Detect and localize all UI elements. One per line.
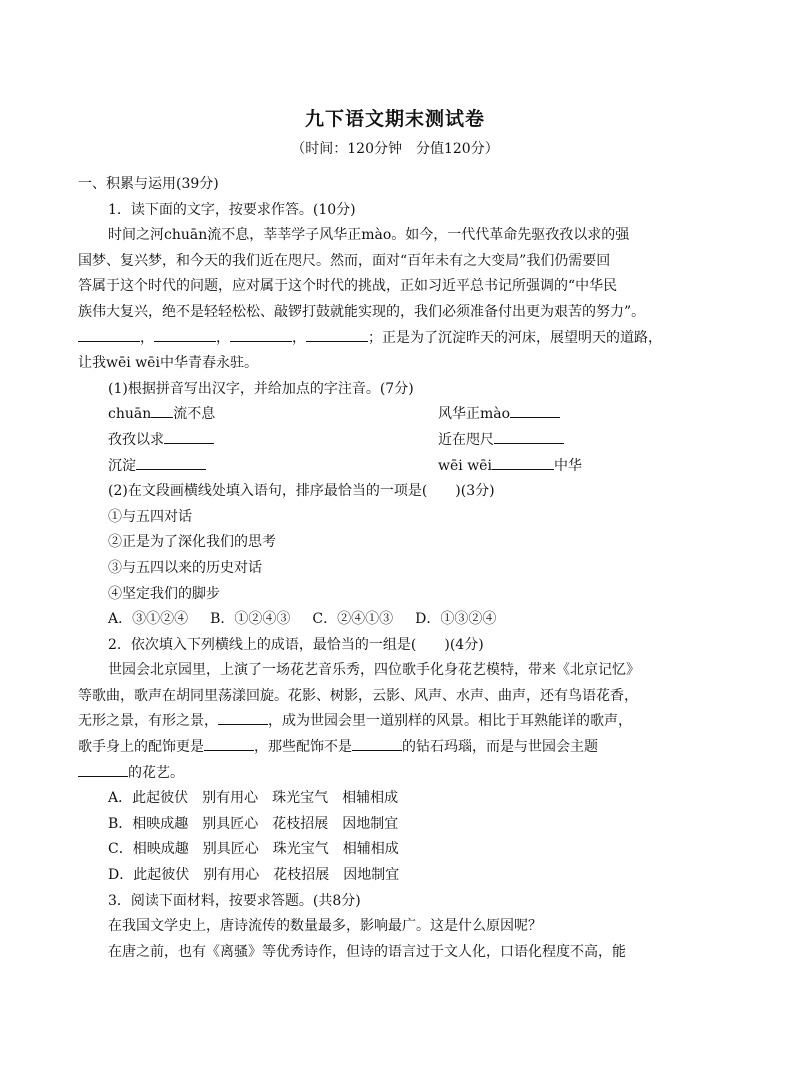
answer-options xyxy=(78,607,718,633)
answer-blank[interactable] xyxy=(218,709,268,725)
passage-line: 族伟大复兴，绝不是轻轻松松、敲锣打鼓就能实现的，我们必须准备付出更为艰苦的努力”。 xyxy=(78,303,646,320)
passage-line: 的花艺。 xyxy=(78,761,718,787)
option-b[interactable]: B．①②④③ xyxy=(210,611,291,628)
option-a[interactable]: A．③①②④ xyxy=(108,611,189,628)
sub-question-2-heading: (2)在文段画横线处填入语句，排序最恰当的一项是( )(3分) xyxy=(108,483,495,500)
section-heading: 一、积累与运用(39分) xyxy=(78,176,219,192)
exam-content xyxy=(78,172,718,965)
answer-blank[interactable] xyxy=(136,454,206,470)
option-d[interactable]: D．①③②④ xyxy=(415,611,497,628)
answer-blank[interactable] xyxy=(154,326,216,342)
sentence-option: ②正是为了深化我们的思考 xyxy=(108,534,276,551)
page-title: 九下语文期末测试卷 xyxy=(304,108,485,130)
answer-blank[interactable] xyxy=(164,428,214,444)
sentence-option: ①与五四对话 xyxy=(108,508,192,525)
option-c[interactable]: C．②④①③ xyxy=(312,611,394,628)
question-2-heading: 2．依次填入下列横线上的成语，最恰当的一组是( )(4分) xyxy=(108,636,484,653)
pinyin-row: chuān 流不息 风华正mào xyxy=(78,402,718,428)
choice-row[interactable]: B．相映成趣 别具匠心 花枝招展 因地制宜 xyxy=(108,815,399,832)
blank-line: ， ， ， ；正是为了沉淀昨天的河床，展望明天的道路， xyxy=(78,326,718,352)
answer-blank[interactable] xyxy=(78,326,140,342)
question-1-heading: 1．读下面的文字，按要求作答。(10分) xyxy=(108,201,356,218)
answer-blank[interactable] xyxy=(510,402,560,418)
choice-row[interactable]: A．此起彼伏 别有用心 珠光宝气 相辅相成 xyxy=(108,790,399,807)
answer-blank[interactable] xyxy=(78,761,128,777)
passage-line: 无形之景，有形之景， ，成为世园会里一道别样的风景。相比于耳熟能详的歌声， xyxy=(78,709,718,735)
passage-line: 世园会北京园里，上演了一场花艺音乐秀，四位歌手化身花艺模特，带来《北京记忆》 xyxy=(108,662,640,679)
pinyin-row: 沉淀 wēi wēi 中华 xyxy=(78,454,718,480)
sentence-option: ④坚定我们的脚步 xyxy=(108,585,220,602)
choice-row[interactable]: D．此起彼伏 别有用心 花枝招展 因地制宜 xyxy=(108,867,400,884)
choice-row[interactable]: C．相映成趣 别具匠心 珠光宝气 相辅相成 xyxy=(108,841,399,858)
passage-line: 歌手身上的配饰更是 ，那些配饰不是 的钻石玛瑙，而是与世园会主题 xyxy=(78,735,718,761)
passage-line: 国梦、复兴梦，和今天的我们近在咫尺。然而，面对“百年未有之大变局”我们仍需要回 xyxy=(78,252,611,269)
passage-line: 等歌曲，歌声在胡同里荡漾回旋。花影、树影，云影、风声、水声、曲声，还有鸟语花香， xyxy=(78,687,638,704)
sub-question-1-heading: (1)根据拼音写出汉字，并给加点的字注音。(7分) xyxy=(108,380,414,397)
passage-line: 在唐之前，也有《离骚》等优秀诗作，但诗的语言过于文人化，口语化程度不高，能 xyxy=(108,943,626,960)
passage-line: 在我国文学史上，唐诗流传的数量最多，影响最广。这是什么原因呢？ xyxy=(108,918,542,935)
answer-blank[interactable] xyxy=(352,735,402,751)
passage-line: 时间之河chuān流不息，莘莘学子风华正mào。如今，一代代革命先驱孜孜以求的强 xyxy=(108,227,630,244)
answer-blank[interactable] xyxy=(306,326,368,342)
answer-blank[interactable] xyxy=(151,402,173,418)
question-3-heading: 3．阅读下面材料，按要求答题。(共8分) xyxy=(108,892,361,909)
pinyin-row: 孜孜以求 近在咫尺 xyxy=(78,428,718,454)
answer-blank[interactable] xyxy=(492,454,554,470)
answer-blank[interactable] xyxy=(494,428,564,444)
answer-blank[interactable] xyxy=(230,326,292,342)
answer-blank[interactable] xyxy=(204,735,254,751)
passage-line: 答属于这个时代的问题，应对属于这个时代的挑战，正如习近平总书记所强调的“中华民 xyxy=(78,278,618,295)
passage-line: 让我wēi wēi中华青春永驻。 xyxy=(78,355,258,372)
sentence-option: ③与五四以来的历史对话 xyxy=(108,559,262,576)
exam-subtitle: （时间：120分钟 分值120分） xyxy=(291,141,499,157)
